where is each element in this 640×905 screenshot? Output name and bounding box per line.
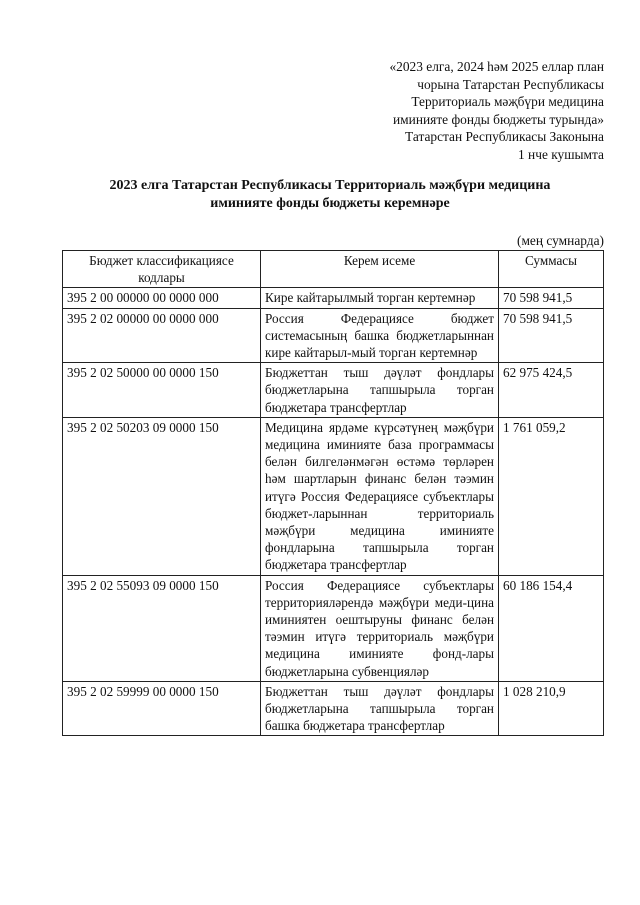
row-code: 395 2 02 59999 00 0000 150 [63, 681, 261, 736]
row-sum: 70 598 941,5 [499, 308, 604, 363]
row-sum: 60 186 154,4 [499, 575, 604, 681]
appendix-line: Татарстан Республикасы Законына [405, 129, 604, 145]
row-code: 395 2 02 00000 00 0000 000 [63, 308, 261, 363]
row-name: Россия Федерациясе субъектлары территорияләрендә мәҗбүри меди-цина иминиятен оештыруны финанс белән тәэмин итүгә территориаль мәҗбүри медицина иминияте фонд-лары бюджетларына субвенцияләр [261, 575, 499, 681]
appendix-line: чорына Татарстан Республикасы [417, 76, 604, 92]
document-title-line-1: 2023 елга Татарстан Республикасы Территориаль мәҗбүри медицина [109, 178, 551, 193]
table-row [63, 363, 604, 418]
row-name: Бюджеттан тыш дәүләт фондлары бюджетларына тапшырыла торган бюджетара трансфертлар [261, 363, 499, 418]
table-row [63, 288, 604, 308]
appendix-line: «2023 елга, 2024 һәм 2025 еллар план [389, 59, 604, 74]
appendix-line: иминияте фонды бюджеты турында» [393, 111, 604, 127]
row-sum: 62 975 424,5 [499, 363, 604, 418]
table-row [63, 575, 604, 681]
header-sum: Суммасы [499, 251, 604, 288]
unit-note: (мең сумнарда) [517, 233, 604, 248]
row-name: Кире кайтарылмый торган кертемнәр [261, 288, 499, 308]
revenue-table [62, 250, 604, 736]
appendix-note [304, 58, 604, 164]
row-sum: 70 598 941,5 [499, 288, 604, 308]
row-code: 395 2 02 50000 00 0000 150 [63, 363, 261, 418]
row-sum: 1 761 059,2 [499, 417, 604, 575]
document-title [30, 177, 630, 213]
appendix-line: Территориаль мәҗбүри медицина [411, 94, 604, 110]
table-header-row [63, 251, 604, 288]
header-name: Керем исеме [261, 251, 499, 288]
row-name: Медицина ярдәме күрсәтүнең мәҗбүри медицина иминияте база программасы белән билгеләнмәгән өстәмә төрләрен һәм шартларын финанс белән тәэмин итүгә Россия Федерациясе субъектлары бюджет-ларыннан территориаль мәҗбүри медицина иминияте фондларына тапшырыла торган бюджетара трансфертлар [261, 417, 499, 575]
document-title-line-2: иминияте фонды бюджеты керемнәре [210, 196, 450, 211]
row-code: 395 2 02 55093 09 0000 150 [63, 575, 261, 681]
row-name: Россия Федерациясе бюджет системасының башка бюджетларыннан кире кайтарыл-мый торган кертемнәр [261, 308, 499, 363]
appendix-line: 1 нче кушымта [518, 146, 604, 162]
table-row [63, 417, 604, 575]
table-row [63, 308, 604, 363]
row-code: 395 2 02 50203 09 0000 150 [63, 417, 261, 575]
header-code: Бюджет классификациясе кодлары [63, 251, 261, 288]
row-name: Бюджеттан тыш дәүләт фондлары бюджетларына тапшырыла торган башка бюджетара трансфертлар [261, 681, 499, 736]
table-row [63, 681, 604, 736]
row-sum: 1 028 210,9 [499, 681, 604, 736]
row-code: 395 2 00 00000 00 0000 000 [63, 288, 261, 308]
